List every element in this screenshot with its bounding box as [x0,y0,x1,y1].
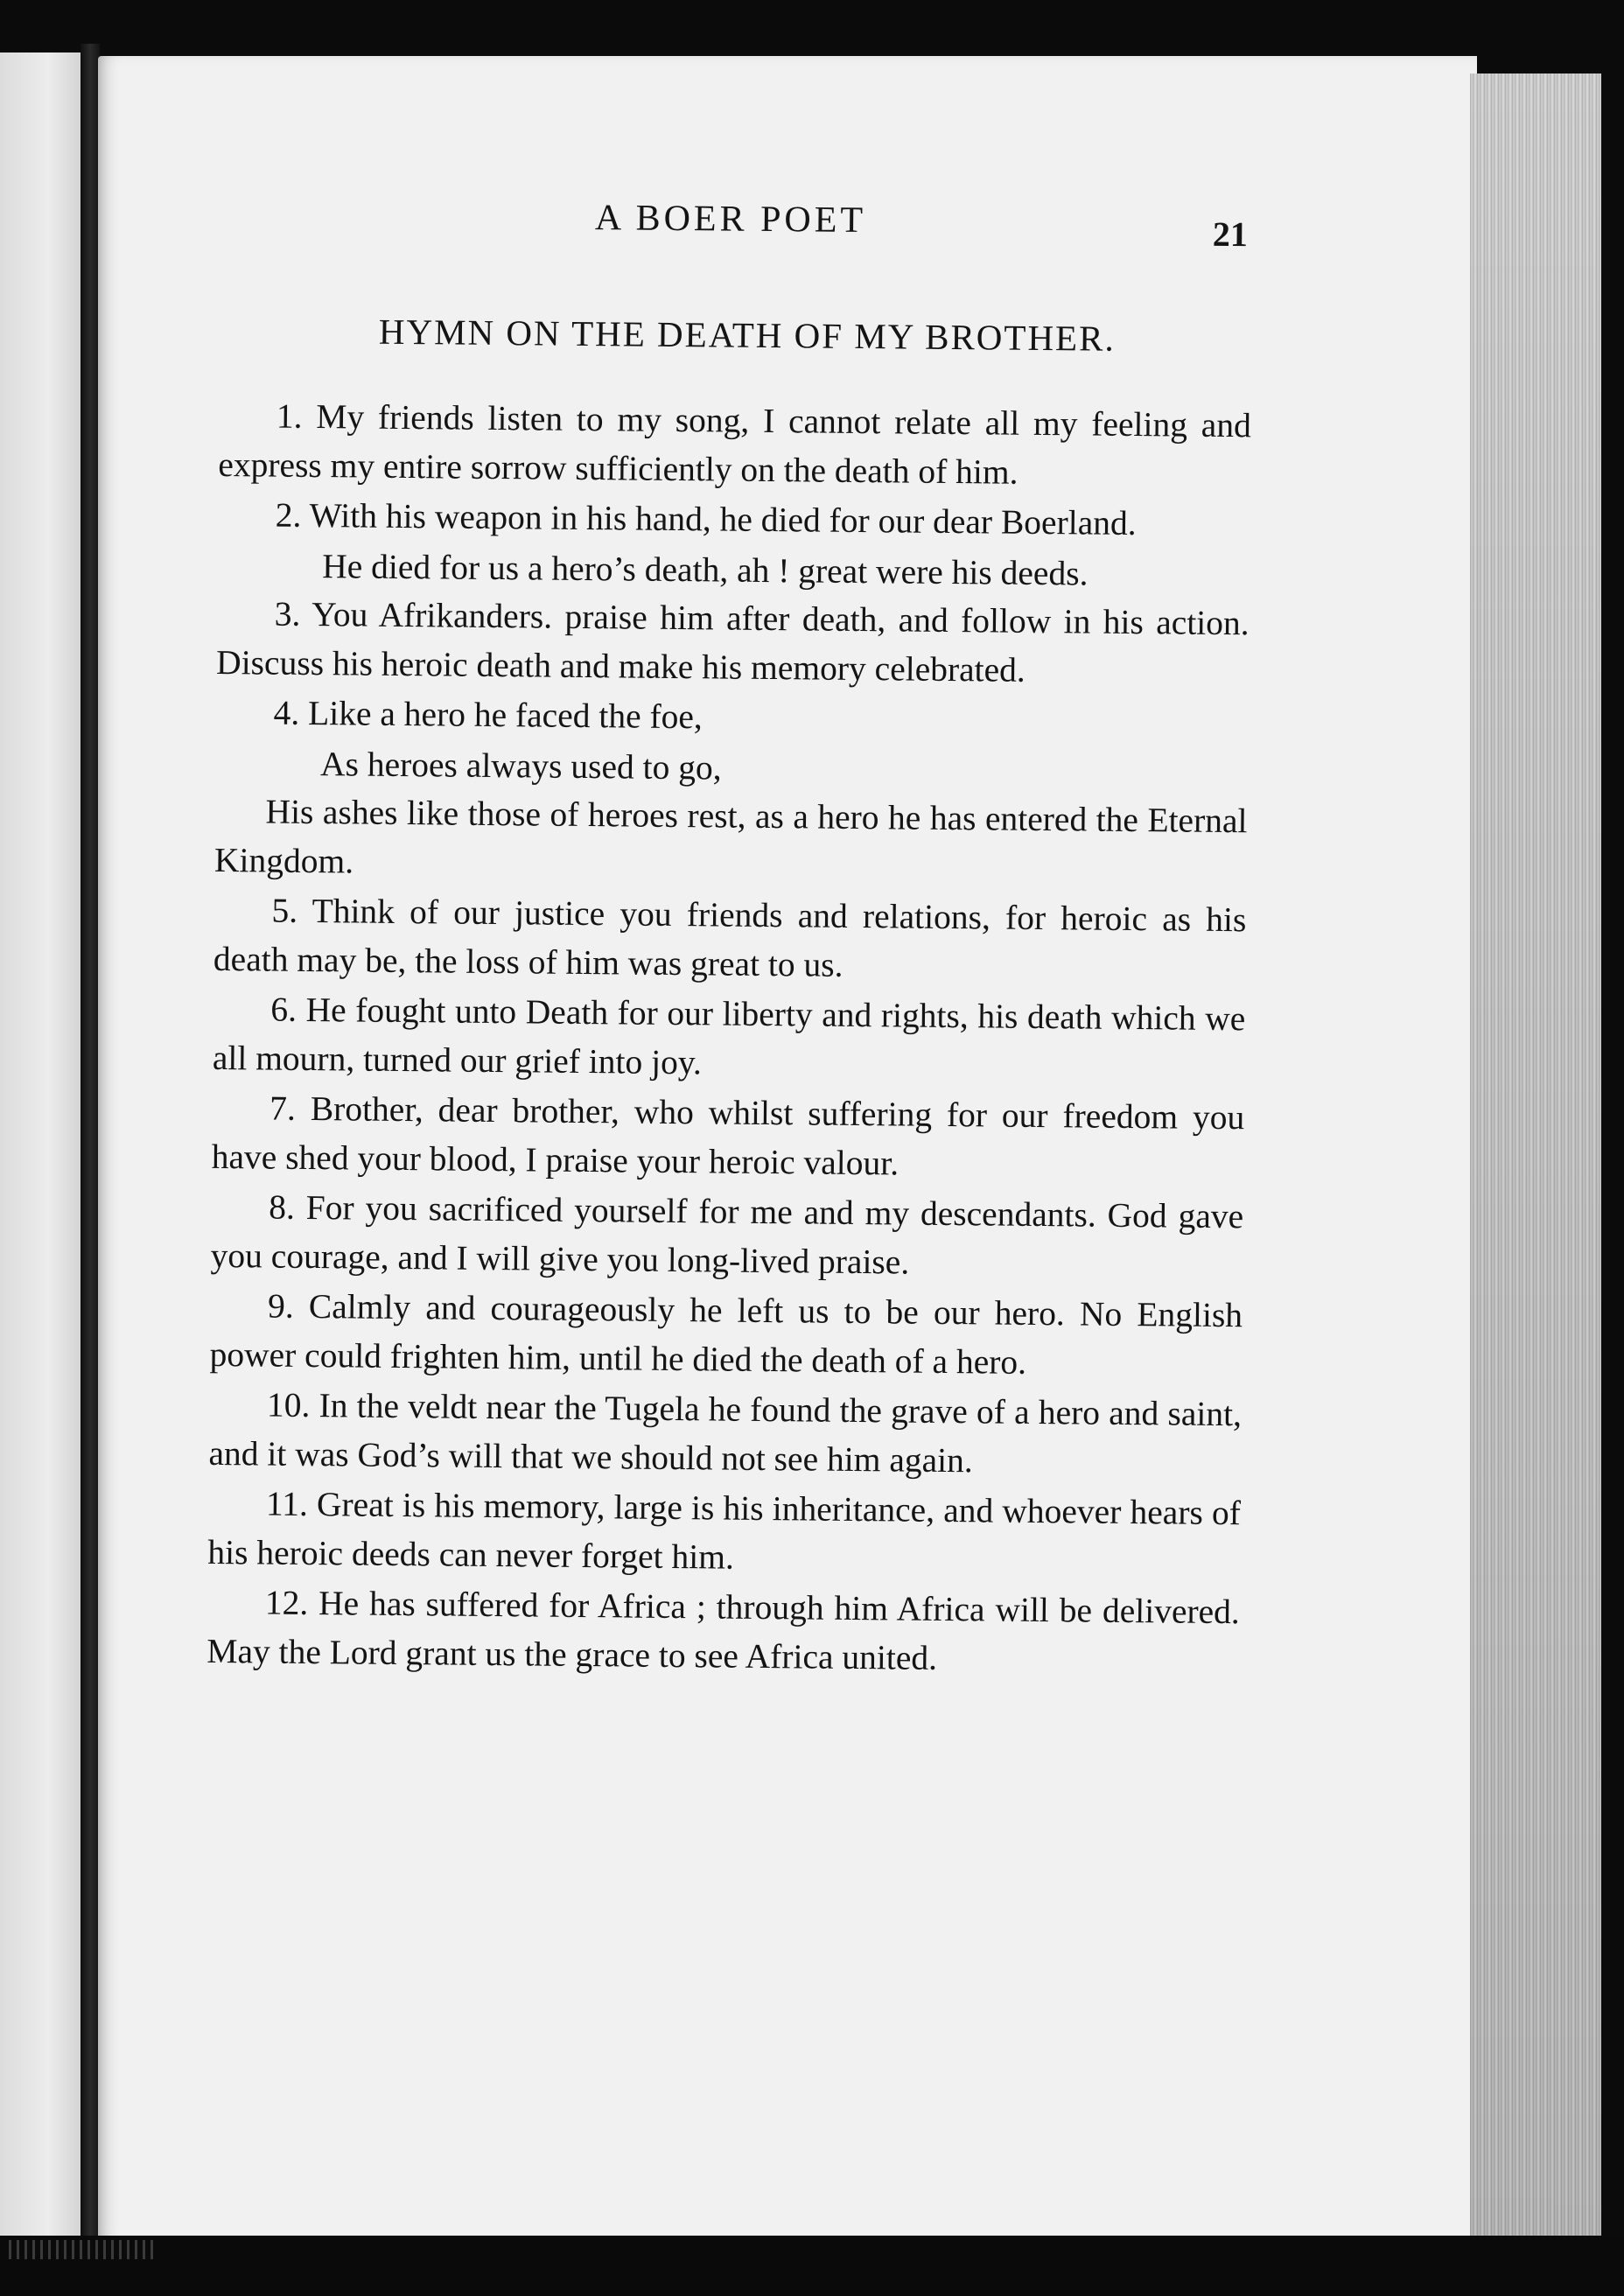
verse-7: 7. Brother, dear brother, who whilst suffering for our freedom you have shed your blood, I praise your heroic valour. [211,1088,1245,1182]
page-number: 21 [1212,214,1249,255]
verse-11: 11. Great is his memory, large is his inheritance, and whoever hears of his heroic deeds can never forget him. [207,1484,1242,1577]
hymn-body [206,392,1251,1687]
verse-5: 5. Think of our justice you friends and relations, for heroic as his death may be, the loss of him was great to us. [213,891,1247,984]
verse-8: 8. For you sacrificed yourself for me and my descendants. God gave you courage, and I will give you long-lived praise. [210,1187,1244,1282]
verse-4-line-3: His ashes like those of heroes rest, as a hero he has entered the Eternal Kingdom. [214,792,1248,880]
verse-1: 1. My friends listen to my song, I cannot relate all my feeling and express my entire sorrow sufficiently on the death of him. [218,396,1252,492]
verse-10: 10. In the veldt near the Tugela he found the grave of a hero and saint, and it was God’s will that we should not see him again. [208,1385,1242,1480]
running-head: A BOER POET [594,198,867,242]
verse-4-line-2: As heroes always used to go, [319,744,722,787]
verse-2-line: He died for us a hero’s death, ah ! great were his deeds. [322,546,1088,592]
verse-4: 4. Like a hero he faced the foe, [273,693,704,737]
verse-12: 12. He has suffered for Africa ; through him Africa will be delivered. May the Lord grant us the grace to see Africa united. [206,1583,1241,1677]
verse-3: 3. You Afrikanders. praise him after death, and follow in his action. Discuss his heroic death and make his memory celebrated. [215,594,1250,690]
verse-6: 6. He fought unto Death for our liberty and rights, his death which we all mourn, turned our grief into joy. [212,990,1246,1082]
hymn-title: HYMN ON THE DEATH OF MY BROTHER. [378,311,1116,359]
verse-9: 9. Calmly and courageously he left us to be our hero. No English power could frighten him, until he died the death of a hero. [209,1286,1243,1382]
verse-2: 2. With his weapon in his hand, he died for our dear Boerland. [275,495,1137,543]
